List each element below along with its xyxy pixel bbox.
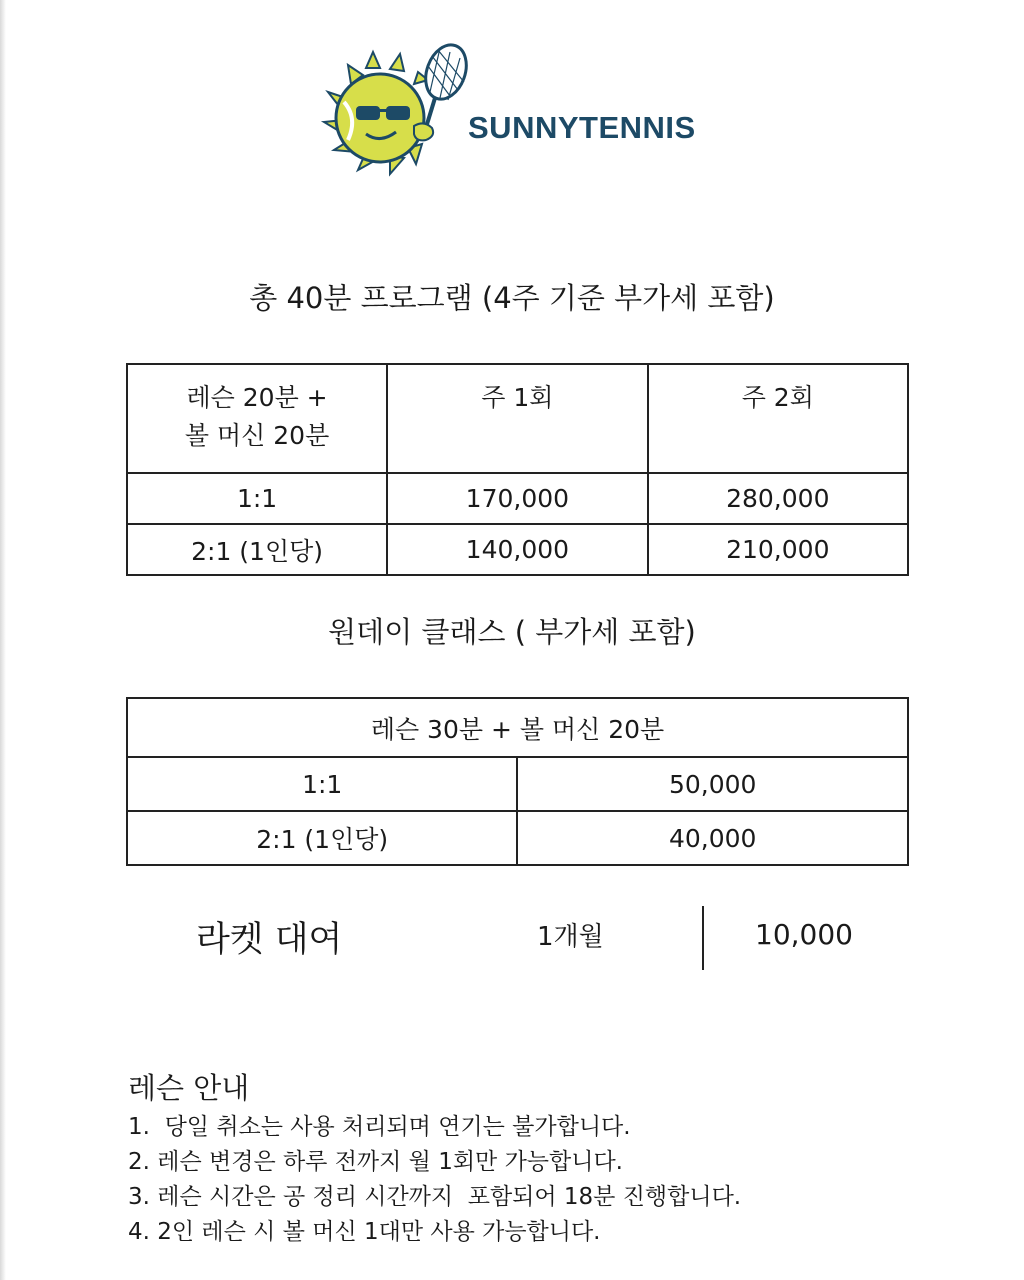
rental-price: 10,000 [755, 918, 853, 951]
program-title: 총 40분 프로그램 (4주 기준 부가세 포함) [249, 281, 775, 315]
price-cell: 170,000 [387, 473, 647, 524]
notice-item: 4. 2인 레슨 시 볼 머신 1대만 사용 가능합니다. [128, 1219, 601, 1245]
divider [702, 906, 704, 970]
program-price-table [126, 363, 909, 576]
row-label: 1:1 [127, 473, 387, 524]
header-label-line1: 레슨 20분 + [186, 383, 328, 412]
price-cell: 50,000 [517, 757, 908, 811]
logo [318, 40, 738, 180]
table-row [127, 524, 908, 575]
table-row [127, 757, 908, 811]
table-header-row [127, 364, 908, 473]
rental-label: 라켓 대여 [196, 920, 343, 960]
notice-item: 1. 당일 취소는 사용 처리되며 연기는 불가합니다. [128, 1114, 631, 1140]
brand-name: SUNNYTENNIS [468, 110, 696, 145]
price-cell: 140,000 [387, 524, 647, 575]
sun-mascot-icon [318, 40, 468, 180]
table-row [127, 811, 908, 865]
header-weekly-1: 주 1회 [387, 364, 647, 473]
price-cell: 40,000 [517, 811, 908, 865]
notice-title: 레슨 안내 [128, 1071, 250, 1105]
oneday-header: 레슨 30분 + 볼 머신 20분 [127, 698, 908, 757]
header-weekly-2: 주 2회 [648, 364, 908, 473]
row-label: 1:1 [127, 757, 517, 811]
notice-item: 2. 레슨 변경은 하루 전까지 월 1회만 가능합니다. [128, 1149, 623, 1175]
notice-list [128, 1110, 741, 1250]
oneday-title: 원데이 클래스 ( 부가세 포함) [328, 615, 696, 649]
price-cell: 280,000 [648, 473, 908, 524]
rental-period: 1개월 [537, 922, 604, 952]
header-label-cell [127, 364, 387, 473]
row-label: 2:1 (1인당) [127, 524, 387, 575]
notice-item: 3. 레슨 시간은 공 정리 시간까지 포함되어 18분 진행합니다. [128, 1184, 742, 1210]
table-header-row [127, 698, 908, 757]
oneday-price-table [126, 697, 909, 866]
table-row [127, 473, 908, 524]
price-cell: 210,000 [648, 524, 908, 575]
row-label: 2:1 (1인당) [127, 811, 517, 865]
header-label-line2: 볼 머신 20분 [184, 421, 330, 450]
